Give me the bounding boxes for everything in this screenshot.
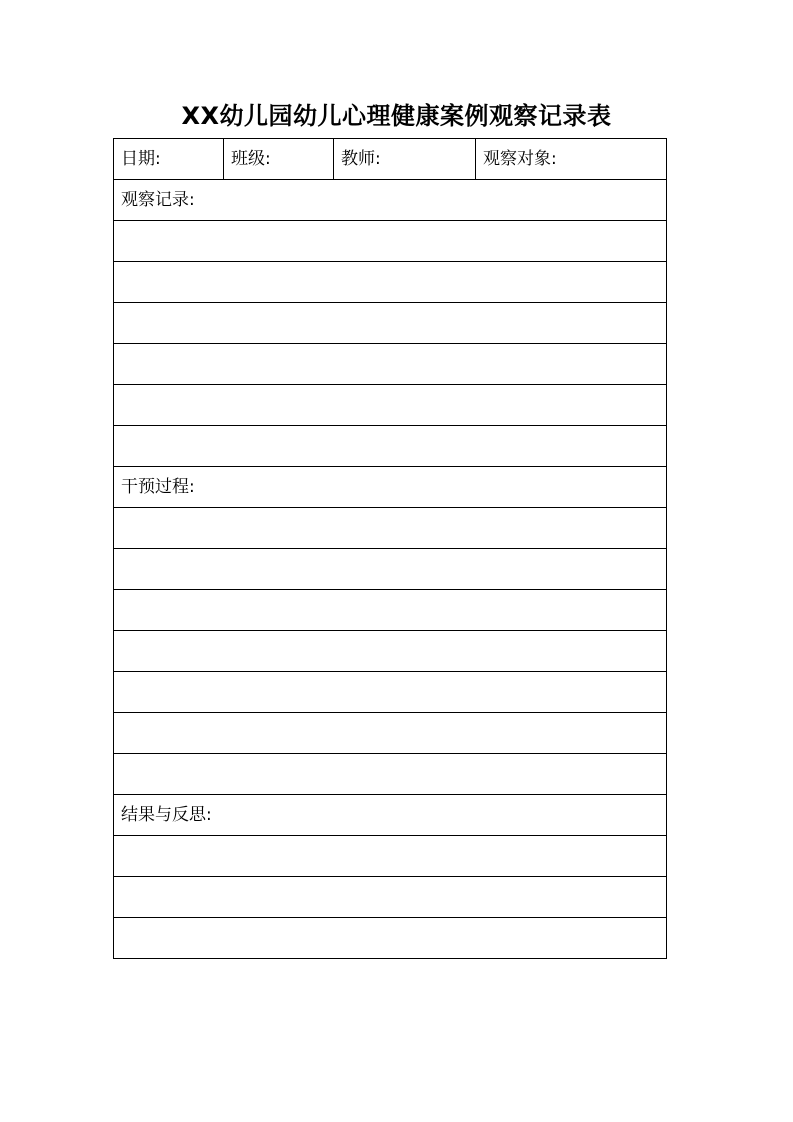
intervention-process-writing-line[interactable] xyxy=(114,672,667,713)
result-reflection-blank-row xyxy=(114,877,667,918)
observation-record-writing-line[interactable] xyxy=(114,344,667,385)
class-field[interactable] xyxy=(224,139,334,180)
header-row xyxy=(114,139,667,180)
subject-label: 观察对象: xyxy=(483,149,557,169)
result-reflection-writing-line[interactable] xyxy=(114,918,667,959)
observation-record-writing-line[interactable] xyxy=(114,303,667,344)
observation-record-label: 观察记录: xyxy=(121,190,195,210)
result-reflection-blank-row xyxy=(114,918,667,959)
form-body xyxy=(114,139,667,959)
intervention-process-header-row xyxy=(114,467,667,508)
observation-record-blank-row xyxy=(114,344,667,385)
observation-record-writing-line[interactable] xyxy=(114,426,667,467)
observation-record-blank-row xyxy=(114,221,667,262)
intervention-process-label: 干预过程: xyxy=(121,477,195,497)
observation-record-blank-row xyxy=(114,385,667,426)
result-reflection-writing-line[interactable] xyxy=(114,877,667,918)
observation-record-header-cell[interactable] xyxy=(114,180,667,221)
intervention-process-writing-line[interactable] xyxy=(114,549,667,590)
intervention-process-writing-line[interactable] xyxy=(114,631,667,672)
intervention-process-blank-row xyxy=(114,549,667,590)
observation-form-table xyxy=(113,138,667,959)
observation-record-blank-row xyxy=(114,303,667,344)
intervention-process-blank-row xyxy=(114,754,667,795)
subject-field[interactable] xyxy=(476,139,667,180)
observation-record-writing-line[interactable] xyxy=(114,221,667,262)
intervention-process-writing-line[interactable] xyxy=(114,754,667,795)
result-reflection-writing-line[interactable] xyxy=(114,836,667,877)
teacher-label: 教师: xyxy=(341,149,381,169)
teacher-field[interactable] xyxy=(334,139,476,180)
intervention-process-writing-line[interactable] xyxy=(114,590,667,631)
class-label: 班级: xyxy=(231,149,271,169)
page-title: XX幼儿园幼儿心理健康案例观察记录表 xyxy=(181,102,612,130)
intervention-process-blank-row xyxy=(114,590,667,631)
intervention-process-writing-line[interactable] xyxy=(114,713,667,754)
observation-record-header-row xyxy=(114,180,667,221)
observation-record-blank-row xyxy=(114,426,667,467)
date-field[interactable] xyxy=(114,139,224,180)
intervention-process-blank-row xyxy=(114,631,667,672)
intervention-process-writing-line[interactable] xyxy=(114,508,667,549)
intervention-process-header-cell[interactable] xyxy=(114,467,667,508)
result-reflection-header-cell[interactable] xyxy=(114,795,667,836)
observation-record-blank-row xyxy=(114,262,667,303)
intervention-process-blank-row xyxy=(114,672,667,713)
result-reflection-blank-row xyxy=(114,836,667,877)
intervention-process-blank-row xyxy=(114,508,667,549)
observation-record-writing-line[interactable] xyxy=(114,262,667,303)
result-reflection-header-row xyxy=(114,795,667,836)
date-label: 日期: xyxy=(121,149,161,169)
result-reflection-label: 结果与反思: xyxy=(121,805,212,825)
intervention-process-blank-row xyxy=(114,713,667,754)
observation-record-writing-line[interactable] xyxy=(114,385,667,426)
